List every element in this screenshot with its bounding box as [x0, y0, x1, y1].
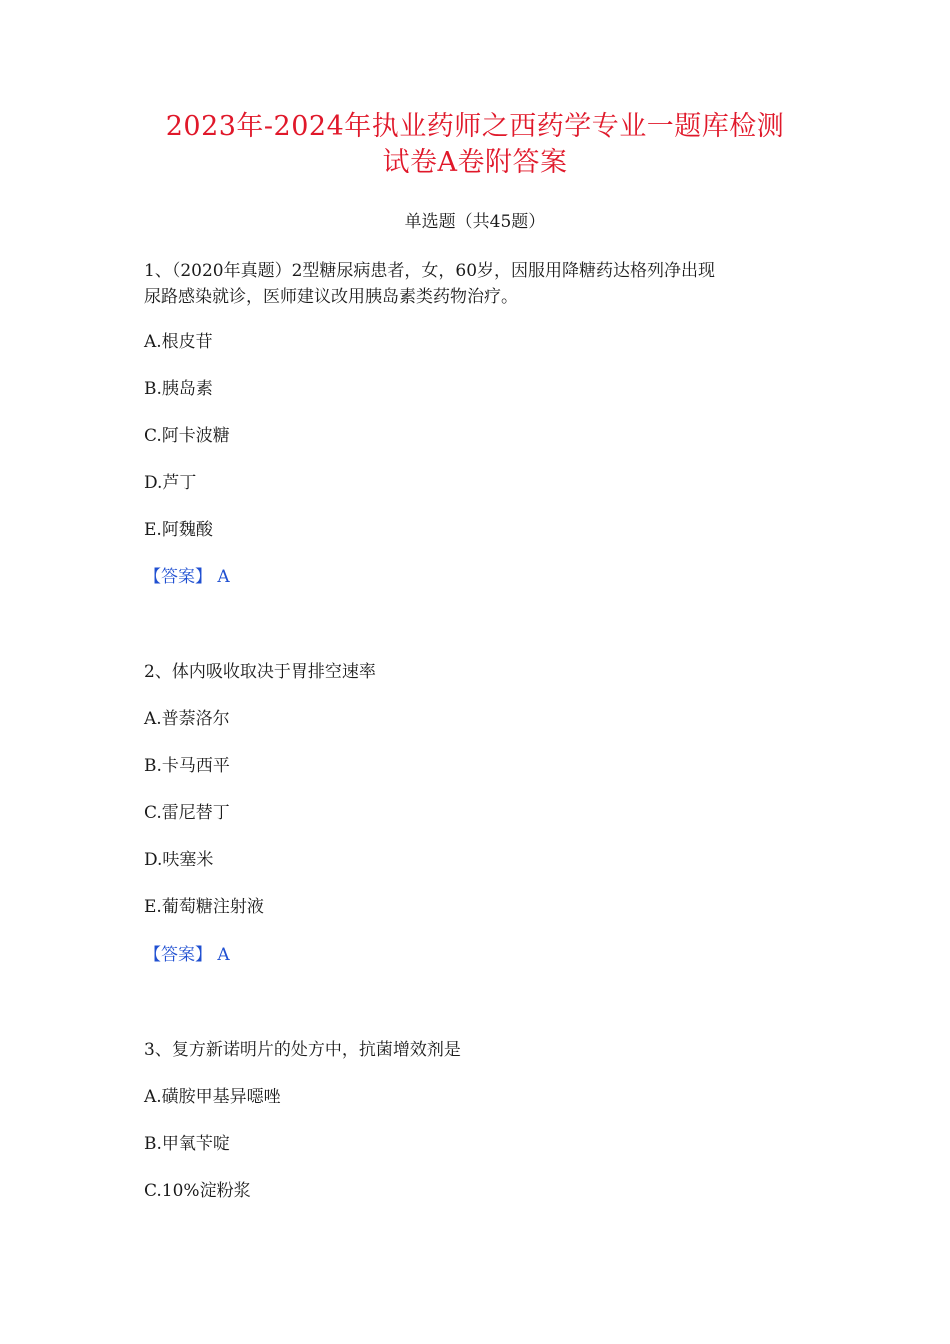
question-1-option-d: D.芦丁 — [144, 473, 197, 493]
document-title-line-2: 试卷A卷附答案 — [382, 147, 568, 178]
question-2-option-a: A.普萘洛尔 — [144, 709, 230, 729]
question-1-stem-line-2: 尿路感染就诊，医师建议改用胰岛素类药物治疗。 — [144, 287, 518, 307]
question-2-option-c: C.雷尼替丁 — [144, 803, 230, 823]
question-1-stem-line-1: 1、（2020年真题）2型糖尿病患者，女，60岁，因服用降糖药达格列净出现 — [144, 261, 716, 281]
document-title-line-1: 2023年-2024年执业药师之西药学专业一题库检测 — [165, 111, 785, 142]
question-2-option-e: E.葡萄糖注射液 — [144, 897, 264, 917]
section-heading: 单选题（共45题） — [404, 212, 546, 232]
question-3-option-a: A.磺胺甲基异噁唑 — [144, 1087, 281, 1107]
question-1-option-a: A.根皮苷 — [144, 332, 213, 352]
question-3-stem-line-1: 3、复方新诺明片的处方中，抗菌增效剂是 — [144, 1040, 461, 1060]
question-3-option-b: B.甲氧苄啶 — [144, 1134, 230, 1154]
question-3-option-c: C.10%淀粉浆 — [144, 1181, 251, 1201]
question-1-option-b: B.胰岛素 — [144, 379, 213, 399]
question-1-answer: 【答案】 A — [144, 567, 230, 587]
question-2-option-b: B.卡马西平 — [144, 756, 230, 776]
question-2-option-d: D.呋塞米 — [144, 850, 214, 870]
question-2-stem-line-1: 2、体内吸收取决于胃排空速率 — [144, 662, 376, 682]
question-2-answer: 【答案】 A — [144, 945, 230, 965]
question-1-option-e: E.阿魏酸 — [144, 520, 213, 540]
question-1-option-c: C.阿卡波糖 — [144, 426, 230, 446]
